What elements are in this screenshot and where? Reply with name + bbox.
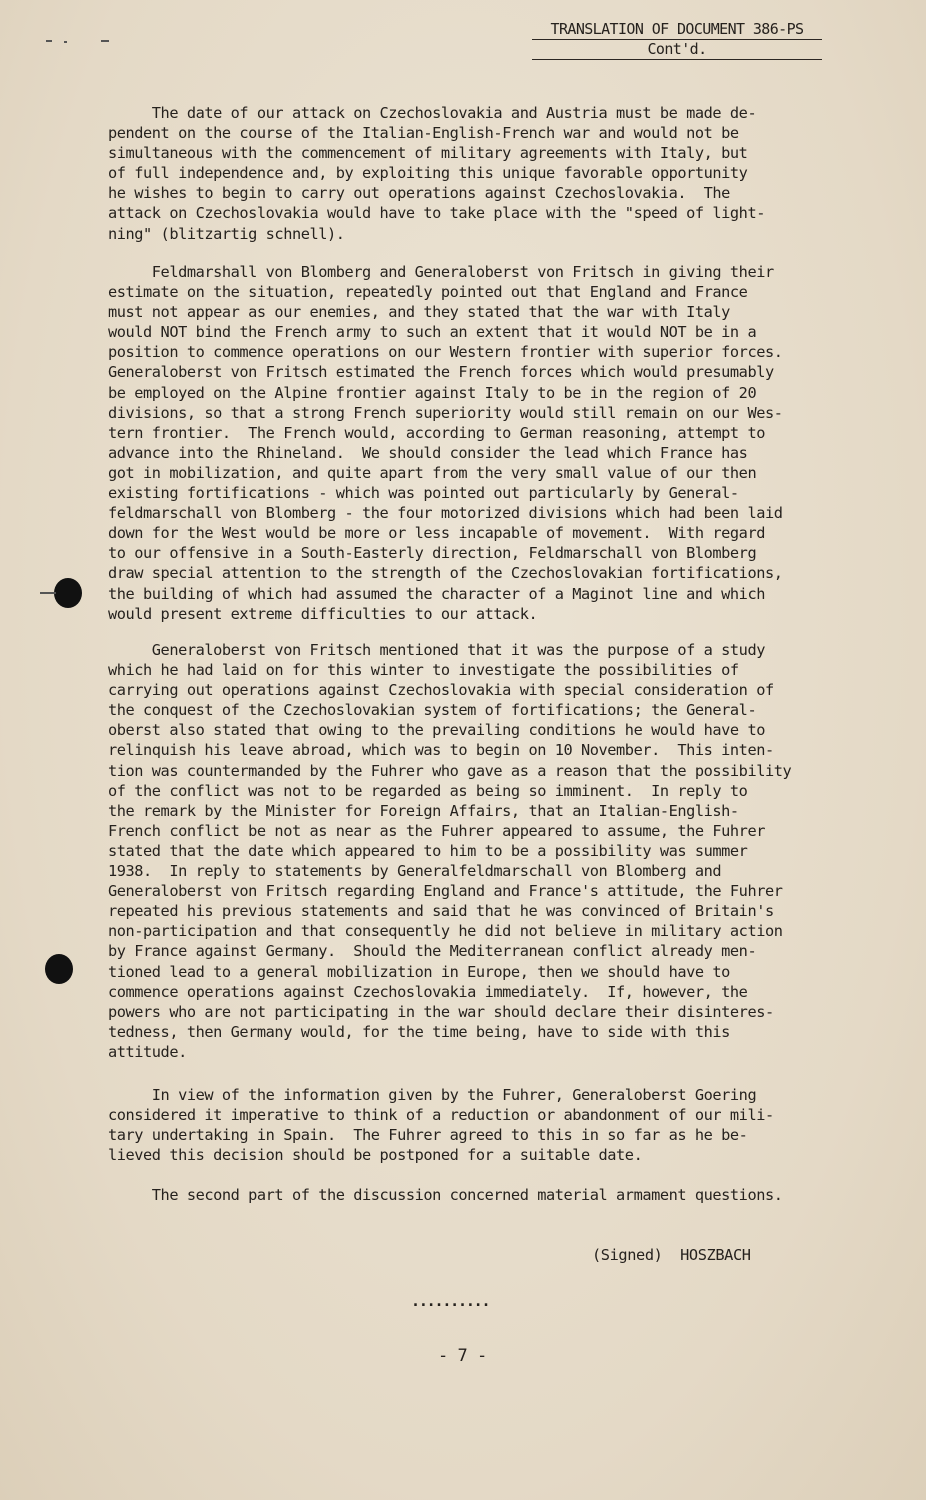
paragraph-4: In view of the information given by the Fuhrer, Generaloberst Goering considered it imperative to think of a reduction or abandonment of our mili- tary undertaking in Spain. The Fuhrer agreed to this in so far as he be- lieved this decision should be postponed for a suitable date. bbox=[108, 1086, 774, 1165]
separator-dots: .......... bbox=[411, 1292, 490, 1310]
margin-mark bbox=[64, 41, 67, 43]
header-continued: Cont'd. bbox=[532, 40, 822, 60]
margin-mark bbox=[46, 40, 52, 42]
paragraph-1: The date of our attack on Czechoslovakia and Austria must be made de- pendent on the course of the Italian-English-French war and would not be simultaneous with the commencement of military agreements with Italy, but of full independence and, by exploiting this unique favorable opportunity he wishes to begin to carry out operations against Czechoslovakia. The attack on Czechoslovakia would have to take place with the "speed of light- ning" (blitzartig schnell). bbox=[108, 104, 765, 243]
header-title: TRANSLATION OF DOCUMENT 386-PS bbox=[532, 20, 822, 40]
paragraph-2: Feldmarshall von Blomberg and Generaloberst von Fritsch in giving their estimate on the situation, repeatedly pointed out that England and France must not appear as our enemies, and they stated that the war with Italy would NOT bind the French army to such an extent that it would NOT be in a position to commence operations on our Western frontier with superior forces. Generaloberst von Fritsch estimated the French forces which would presumably be employed on the Alpine frontier against Italy to be in the region of 20 divisions, so that a strong French superiority would still remain on our Wes- tern frontier. The French would, according to German reasoning, attempt to advance into the Rhineland. We should consider the lead which France has got in mobilization, and quite apart from the very small value of our then existing fortifications - which was pointed out particularly by General- feldmarschall von Blomberg - the four motorized divisions which had been laid down for the West would be more or less incapable of movement. With regard to our offensive in a South-Easterly direction, Feldmarschall von Blomberg draw special attention to the strength of the Czechoslovakian fortifications, the building of which had assumed the character of a Maginot line and which would present extreme difficulties to our attack. bbox=[108, 263, 783, 623]
punch-hole bbox=[45, 954, 73, 984]
paragraph-5: The second part of the discussion concerned material armament questions. bbox=[108, 1186, 783, 1204]
signature: (Signed) HOSZBACH bbox=[592, 1246, 751, 1264]
punch-hole bbox=[54, 578, 82, 608]
page-number: - 7 - bbox=[438, 1346, 487, 1366]
document-header bbox=[532, 20, 822, 60]
margin-mark bbox=[101, 40, 109, 42]
paragraph-3: Generaloberst von Fritsch mentioned that it was the purpose of a study which he had laid on for this winter to investigate the possibilities of carrying out operations against Czechoslovakia with special consideration of the conquest of the Czechoslovakian system of fortifications; the General- oberst also stated that owing to the prevailing conditions he would have to relinquish his leave abroad, which was to begin on 10 November. This inten- tion was countermanded by the Fuhrer who gave as a reason that the possibility of the conflict was not to be regarded as being so imminent. In reply to the remark by the Minister for Foreign Affairs, that an Italian-English- French conflict be not as near as the Fuhrer appeared to assume, the Fuhrer stated that the date which appeared to him to be a possibility was summer 1938. In reply to statements by Generalfeldmarschall von Blomberg and Generaloberst von Fritsch regarding England and France's attitude, the Fuhrer repeated his previous statements and said that he was convinced of Britain's non-participation and that consequently he did not believe in military action by France against Germany. Should the Mediterranean conflict already men- tioned lead to a general mobilization in Europe, then we should have to commence operations against Czechoslovakia immediately. If, however, the powers who are not participating in the war should declare their disinteres- tedness, then Germany would, for the time being, have to side with this attitude. bbox=[108, 641, 792, 1061]
margin-mark bbox=[40, 592, 56, 594]
